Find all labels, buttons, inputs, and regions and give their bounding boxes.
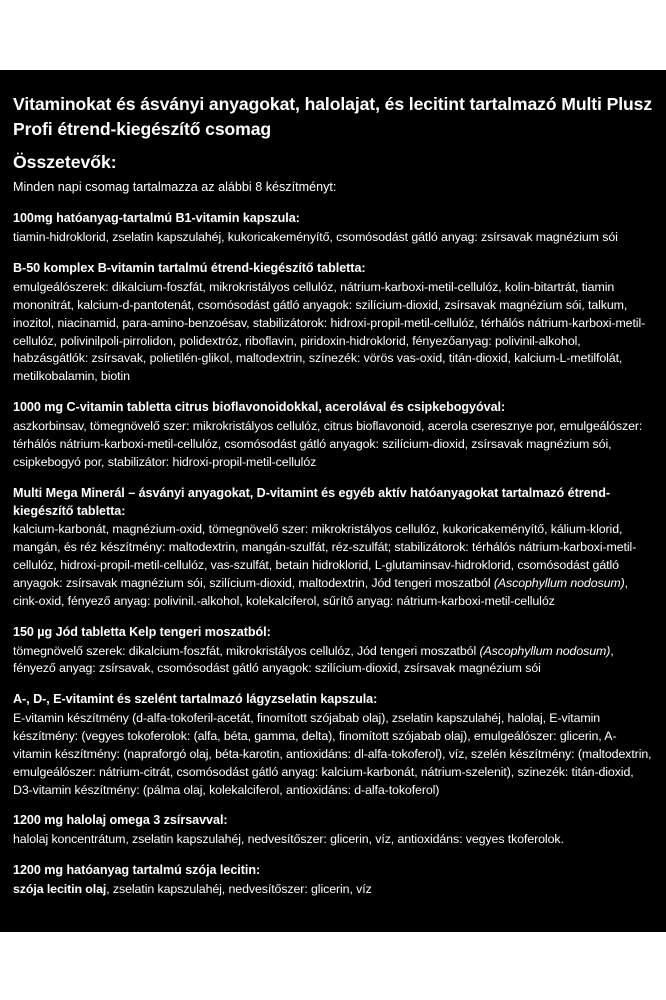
product-entry: [13, 210, 655, 247]
product-entry: [13, 691, 655, 799]
ingredients-part: kalcium-karbonát, magnézium-oxid, tömegnövelő szer: mikrokristályos cellulóz, kukoricakeményítő, kálium-klorid, mangán, és réz készítmény: maltodextrin, mangán-szulfát, réz-szulfát; stabilizátorok: térhálós nátrium-karboxi-metil-cellulóz, hidroxi-propil-metil-cellulóz, vas-szulfát, betain hidroklorid, L-glutaminsav-hidroklorid, csomósodást gátló anyagok: zsírsavak magnézium sói, szilícium-dioxid, maltodextrin, Jód tengeri moszatból: [13, 522, 637, 590]
ingredients-part: , cink-oxid, fényező anyag: polivinil.-alkohol, kolekalciferol, sűrítő anyag: nátrium-karboxi-metil-cellulóz: [13, 575, 628, 608]
product-name: 1000 mg C-vitamin tabletta citrus bioflavonoidokkal, acerolával és csipkebogyóval:: [13, 400, 506, 415]
product-name: A-, D-, E-vitamint és szelént tartalmazó lágyzselatin kapszula:: [13, 692, 378, 707]
latin-species-name: (Ascophyllum nodosum): [493, 575, 625, 590]
product-ingredients: [13, 643, 655, 679]
product-ingredients: E-vitamin készítmény (d-alfa-tokoferil-acetát, finomított szójabab olaj), zselatin kapszulahéj, halolaj, E-vitamin készítmény: (vegyes tokoferolok: (alfa, béta, gamma, delta), finomított szójabab olaj), emulgeálószer: glicerin, A-vitamin készítmény: (napraforgó olaj, béta-karotin, antioxidáns: dl-alfa-tokoferol), víz, szelén készítmény: (maltodextrin, emulgeálószer: nátrium-citrát, csomósodást gátló anyag: kalcium-karbonát, nátrium-szelenit), szinezék: titán-dioxid, D3-vitamin készítmény: (pálma olaj, kolekalciferol, antioxidáns: d-alfa-tokoferol): [13, 711, 652, 797]
product-name: 1200 mg hatóanyag tartalmú szója lecitin:: [13, 863, 261, 878]
product-ingredients: [13, 881, 655, 899]
product-entry: [13, 624, 655, 679]
intro-text: Minden napi csomag tartalmazza az alábbi 8 készítményt:: [13, 180, 337, 195]
product-name: 150 µg Jód tabletta Kelp tengeri moszatból:: [13, 624, 271, 639]
ingredients-part: , zselatin kapszulahéj, nedvesítőszer: glicerin, víz: [106, 882, 372, 897]
product-ingredients: [13, 521, 655, 610]
product-ingredients: emulgeálószerek: dikalcium-foszfát, mikrokristályos cellulóz, nátrium-karboxi-metil-cellulóz, kolin-bitartrát, tiamin mononitrát, kalcium-d-pantotenát, csomósodást gátló anyagok: szilícium-dioxid, zsírsavak magnézium sói, talkum, inozitol, niacinamid, para-amino-benzoésav, stabilizátorok: hidroxi-propil-metil-cellulóz, térhálós nátrium-karboxi-metil-cellulóz, polivinilpoli-pirrolidon, polidextróz, riboflavin, piridoxin-hidroklorid, fényezőanyag: polivinil-alkohol, habzásgátlók: zsírsavak, polietilén-glikol, maltodextrin, színezék: vörös vas-oxid, titán-dioxid, kalcium-L-metilfolát, metilkobalamin, biotin: [13, 280, 646, 384]
product-entry: [13, 260, 655, 386]
page-title: Vitaminokat és ásványi anyagokat, halolajat, és lecitint tartalmazó Multi Plusz Profi étrend-kiegészítő csomag: [13, 94, 653, 140]
product-entry: [13, 862, 655, 899]
product-name: Multi Mega Minerál – ásványi anyagokat, D-vitamint és egyéb aktív hatóanyagokat tartalmazó étrend-kiegészítő tabletta:: [13, 485, 610, 518]
product-name: 100mg hatóanyag-tartalmú B1-vitamin kapszula:: [13, 211, 300, 226]
product-ingredients: tiamin-hidroklorid, zselatin kapszulahéj, kukoricakeményítő, csomósodást gátló anyag: zsírsavak magnézium sói: [13, 230, 618, 245]
latin-species-name: (Ascophyllum nodosum): [479, 643, 611, 658]
ingredients-highlight: szója lecitin olaj: [13, 882, 107, 897]
ingredients-section-heading: Összetevők:: [13, 152, 117, 173]
product-entry: [13, 812, 655, 849]
supplement-label-panel: [0, 70, 666, 932]
product-name: B-50 komplex B-vitamin tartalmú étrend-kiegészítő tabletta:: [13, 261, 366, 276]
product-entry: [13, 485, 655, 611]
product-name: 1200 mg halolaj omega 3 zsírsavval:: [13, 813, 228, 828]
product-ingredients: halolaj koncentrátum, zselatin kapszulahéj, nedvesítőszer: glicerin, víz, antioxidáns: vegyes tkoferolok.: [13, 832, 564, 847]
product-ingredients: aszkorbinsav, tömegnövelő szer: mikrokristályos cellulóz, citrus bioflavonoid, acerola cseresznye por, emulgeálószer: térhálós nátrium-karboxi-metil-cellulóz, csomósodást gátló anyagok: szilícium-dioxid, zsírsavak magnézium sói, csipkebogyó por, stabilizátor: hidroxi-propil-metil-cellulóz: [13, 419, 643, 469]
product-entry: [13, 399, 655, 471]
ingredients-part: , fényező anyag: zsírsavak, csomósodást gátló anyagok: szilícium-dioxid, zsírsavak magnézium sói: [13, 643, 614, 676]
ingredients-part: tömegnövelő szerek: dikalcium-foszfát, mikrokristályos cellulóz, Jód tengeri moszatból: [13, 643, 480, 658]
